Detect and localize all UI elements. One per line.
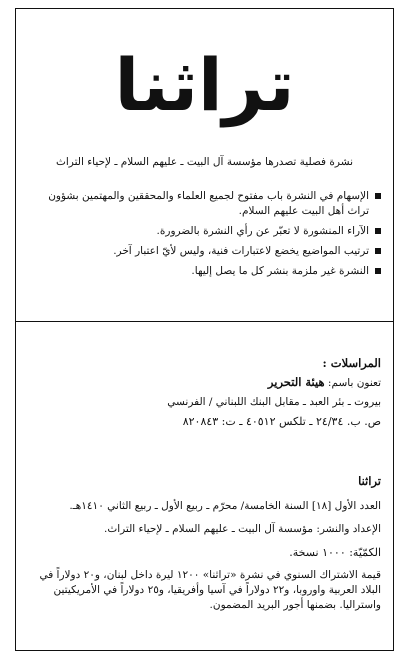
editorial-notes: [26, 189, 381, 284]
masthead-subtitle: نشرة فصلية تصدرها مؤسسة آل البيت ـ عليهم السلام ـ لإحياء التراث: [56, 156, 353, 168]
contact-numbers: ص. ب. ٢٤/٣٤ ـ تلكس ٤٠٥١٢ ـ ت: ٨٢٠٨٤٣: [182, 415, 381, 428]
correspondence-heading: المراسلات :: [322, 356, 381, 370]
note-item: [26, 244, 381, 259]
square-bullet-icon: [375, 228, 381, 234]
postal-address: بيروت ـ بئر العبد ـ مقابل البنك اللبناني / الفرنسي: [167, 396, 381, 408]
square-bullet-icon: [375, 248, 381, 254]
section-divider: [16, 321, 393, 322]
note-item: [26, 224, 381, 239]
address-label: تعنون باسم:: [327, 377, 381, 389]
note-text: ترتيب المواضيع يخضع لاعتبارات فنية، وليس لأيّ اعتبار آخر.: [113, 245, 369, 257]
masthead-title: تراثنا: [114, 43, 295, 127]
address-label-line: [28, 375, 381, 391]
correspondence-section: [28, 355, 381, 429]
note-item: [26, 264, 381, 279]
note-text: الإسهام في النشرة باب مفتوح لجميع العلماء والمحققين والمهتمين بشؤون تراث أهل البيت عليهم السلام.: [48, 190, 369, 217]
square-bullet-icon: [375, 193, 381, 199]
square-bullet-icon: [375, 268, 381, 274]
note-item: [26, 189, 381, 219]
publisher-line: الإعداد والنشر: مؤسسة آل البيت ـ عليهم السلام ـ لإحياء التراث.: [104, 523, 381, 535]
address-name: هيئة التحرير: [267, 375, 325, 389]
page-frame: [15, 8, 394, 651]
publication-title: تراثنا: [358, 474, 381, 488]
note-text: الآراء المنشورة لا تعبّر عن رأي النشرة بالضرورة.: [156, 225, 369, 237]
subscription-line: قيمة الاشتراك السنوي في نشرة «تراثنا» ١٢٠٠ ليرة داخل لبنان، و٢٠ دولاراً في البلاد العربية واوروبا، و٢٢ دولاراً في آسيا وأفريقيا، و٢٥ دولاراً في الأمريكيتين واستراليا. بضمنها أجور البريد المضمون.: [39, 569, 381, 611]
note-text: النشرة غير ملزمة بنشر كل ما يصل إليها.: [191, 265, 369, 277]
copies-line: الكمّيّة: ١٠٠٠ نسخة.: [289, 546, 381, 559]
publication-info: [28, 473, 381, 621]
issue-line: العدد الأول [١٨] السنة الخامسة/ محرّم ـ ربيع الأول ـ ربيع الثاني ١٤١٠هـ.: [69, 500, 381, 512]
